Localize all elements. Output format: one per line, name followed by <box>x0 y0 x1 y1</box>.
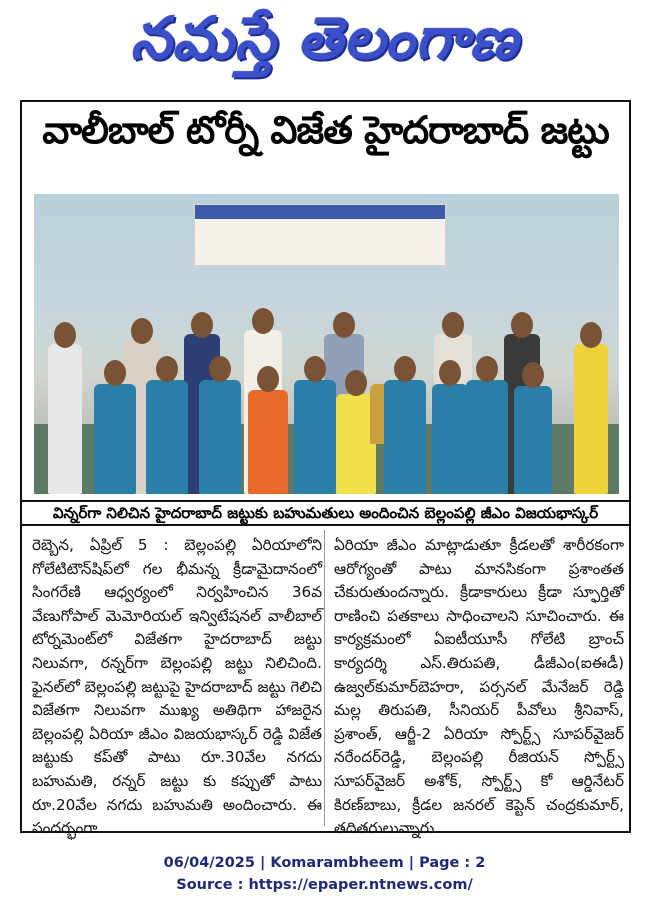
footer-source: Source : https://epaper.ntnews.com/ <box>176 877 473 893</box>
player <box>146 380 188 494</box>
player <box>432 384 468 494</box>
player <box>94 384 136 494</box>
person <box>48 344 82 494</box>
event-banner <box>194 204 446 266</box>
masthead <box>0 0 649 92</box>
player <box>466 380 508 494</box>
article-column-left: రెబ్బెన, ఏప్రిల్ 5 : బెల్లంపల్లి ఏరియాలోని గోలేటిటౌన్‌షిప్‌లో గల భీమన్న క్రీడామైదానంలో సింగరేణి ఆధ్వర్యంలో నిర్వహించిన 36వ వేణుగోపాల్ మెమోరియల్ ఇన్విటేషనల్ వాలీబాల్ టోర్నమెంట్‌లో విజేతగా హైదరాబాద్ జట్టు నిలువగా, రన్నర్‌గా బెల్లంపల్లి జట్టు నిలిచింది. ఫైనల్‌లో బెల్లంపల్లి జట్టుపై హైదరాబాద్ జట్టు గెలిచి విజేతగా నిలువగా ముఖ్య అతిథిగా హాజరైన బెల్లంపల్లి ఏరియా జీఎం విజయభాస్కర్ రెడ్డి విజేత జట్టుకు కప్‌తో పాటు రూ.30వేల నగదు బహుమతి, రన్నర్ జట్టు కు కప్పుతో పాటు రూ.20వేల నగదు బహుమతి అందించారు. ఈ సందర్భంగా <box>32 536 323 838</box>
headline: వాలీబాల్ టోర్నీ విజేత హైదరాబాద్ జట్టు <box>42 108 609 152</box>
player <box>294 380 336 494</box>
player <box>199 380 241 494</box>
player <box>248 390 288 494</box>
person <box>574 344 608 494</box>
photo-caption: విన్నర్‌గా నిలిచిన హైదరాబాద్ జట్టుకు బహుమతులు అందించిన బెల్లంపల్లి జీఎం విజయభాస్కర్ <box>22 500 629 526</box>
article-column-right: ఏరియా జీఎం మాట్లాడుతూ క్రీడలతో శారీరకంగా ఆరోగ్యంతో పాటు మానసికంగా ప్రశాంతత చేకురుతుందన్నారు. క్రీడాకారులు క్రీడా స్ఫూర్తితో రాణించి పతకాలు సాధించాలని సూచించారు. ఈ కార్యక్రమంలో ఏఐటీయూసీ గోలేటి బ్రాంచ్ కార్యదర్శి ఎస్.తిరుపతి, డీజీఎం(ఐఈడీ) ఉజ్వల్‌కుమార్‌బెహరా, పర్సనల్ మేనేజర్ రెడ్డి మల్ల తిరుపతి, సీనియర్ పీవోలు శ్రీనివాస్, ప్రశాంత్, ఆర్జీ-2 ఏరియా స్పోర్ట్స్ సూపర్‌వైజర్ నరేందర్‌రెడ్డి, బెల్లంపల్లి రీజియన్ స్పోర్ట్స్ సూపర్‌వైజర్ అశోక్, స్పోర్ట్స్ కో ఆర్డినేటర్ కిరణ్‌బాబు, క్రీడల జనరల్ కెప్టెన్ చంద్రకుమార్, తదితరులున్నారు. <box>334 536 624 838</box>
column-divider <box>324 530 325 826</box>
player <box>384 380 426 494</box>
footer <box>0 852 649 896</box>
player <box>514 386 552 494</box>
newspaper-title: నమస్తే తెలంగాణ <box>130 4 519 72</box>
article-frame <box>20 100 631 838</box>
footer-date-edition: 06/04/2025 | Komarambheem | Page : 2 <box>163 855 486 871</box>
team-photo <box>34 194 619 494</box>
